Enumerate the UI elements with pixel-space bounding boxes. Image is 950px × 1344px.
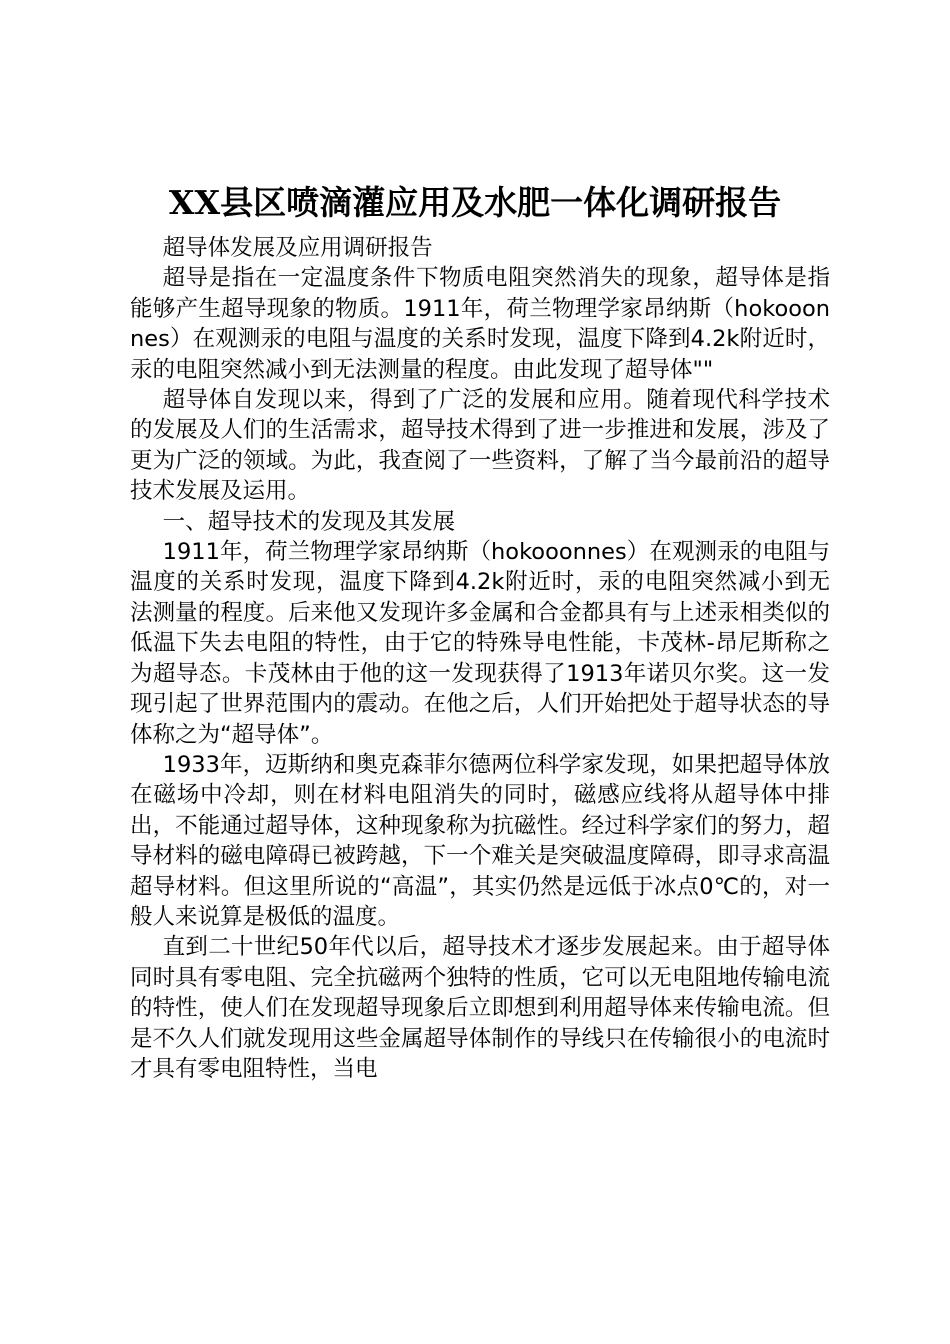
document-title: XX县区喷滴灌应用及水肥一体化调研报告 [168,183,782,222]
section-heading: 一、超导技术的发现及其发展 [162,508,456,535]
paragraph-discovery: 1911年，荷兰物理学家昂纳斯（hokooonnes）在观测汞的电阻与温度的关系时发现，温度下降到4.2k附近时，汞的电阻突然减小到无法测量的程度。后来他又发现许多金属和合金都具有与上述汞相类似的低温下失去电阻的特性，由于它的特殊导电性能，卡茂林-昂尼斯称之为超导态。卡茂林由于他的这一发现获得了1913年诺贝尔奖。这一发现引起了世界范围内的震动。在他之后，人们开始把处于超导状态的导体称之为“超导体”。 [130,539,830,748]
paragraph-diamagnetism: 1933年，迈斯纳和奥克森菲尔德两位科学家发现，如果把超导体放在磁场中冷却，则在材料电阻消失的同时，磁感应线将从超导体中排出，不能通过超导体，这种现象称为抗磁性。经过科学家们的努力，超导材料的磁电障碍已被跨越，下一个难关是突破温度障碍，即寻求高温超导材料。但这里所说的“高温”，其实仍然是远低于冰点0℃的，对一般人来说算是极低的温度。 [130,751,830,930]
paragraph-fifties: 直到二十世纪50年代以后，超导技术才逐步发展起来。由于超导体同时具有零电阻、完全抗磁两个独特的性质，它可以无电阻地传输电流的特性，使人们在发现超导现象后立即想到利用超导体来传输电流。但是不久人们就发现用这些金属超导体制作的导线只在传输很小的电流时才具有零电阻特性，当电 [130,934,830,1082]
paragraph-definition: 超导是指在一定温度条件下物质电阻突然消失的现象，超导体是指能够产生超导现象的物质。1911年，荷兰物理学家昂纳斯（hokooonnes）在观测汞的电阻与温度的关系时发现，温度下降到4.2k附近时，汞的电阻突然减小到无法测量的程度。由此发现了超导体"" [130,265,830,383]
paragraph-subtitle: 超导体发展及应用调研报告 [162,235,433,261]
paragraph-development: 超导体自发现以来，得到了广泛的发展和应用。随着现代科学技术的发展及人们的生活需求，超导技术得到了进一步推进和发展，涉及了更为广泛的领域。为此，我查阅了一些资料，了解了当今最前沿的超导技术发展及运用。 [130,387,830,505]
document-body [130,233,830,1084]
